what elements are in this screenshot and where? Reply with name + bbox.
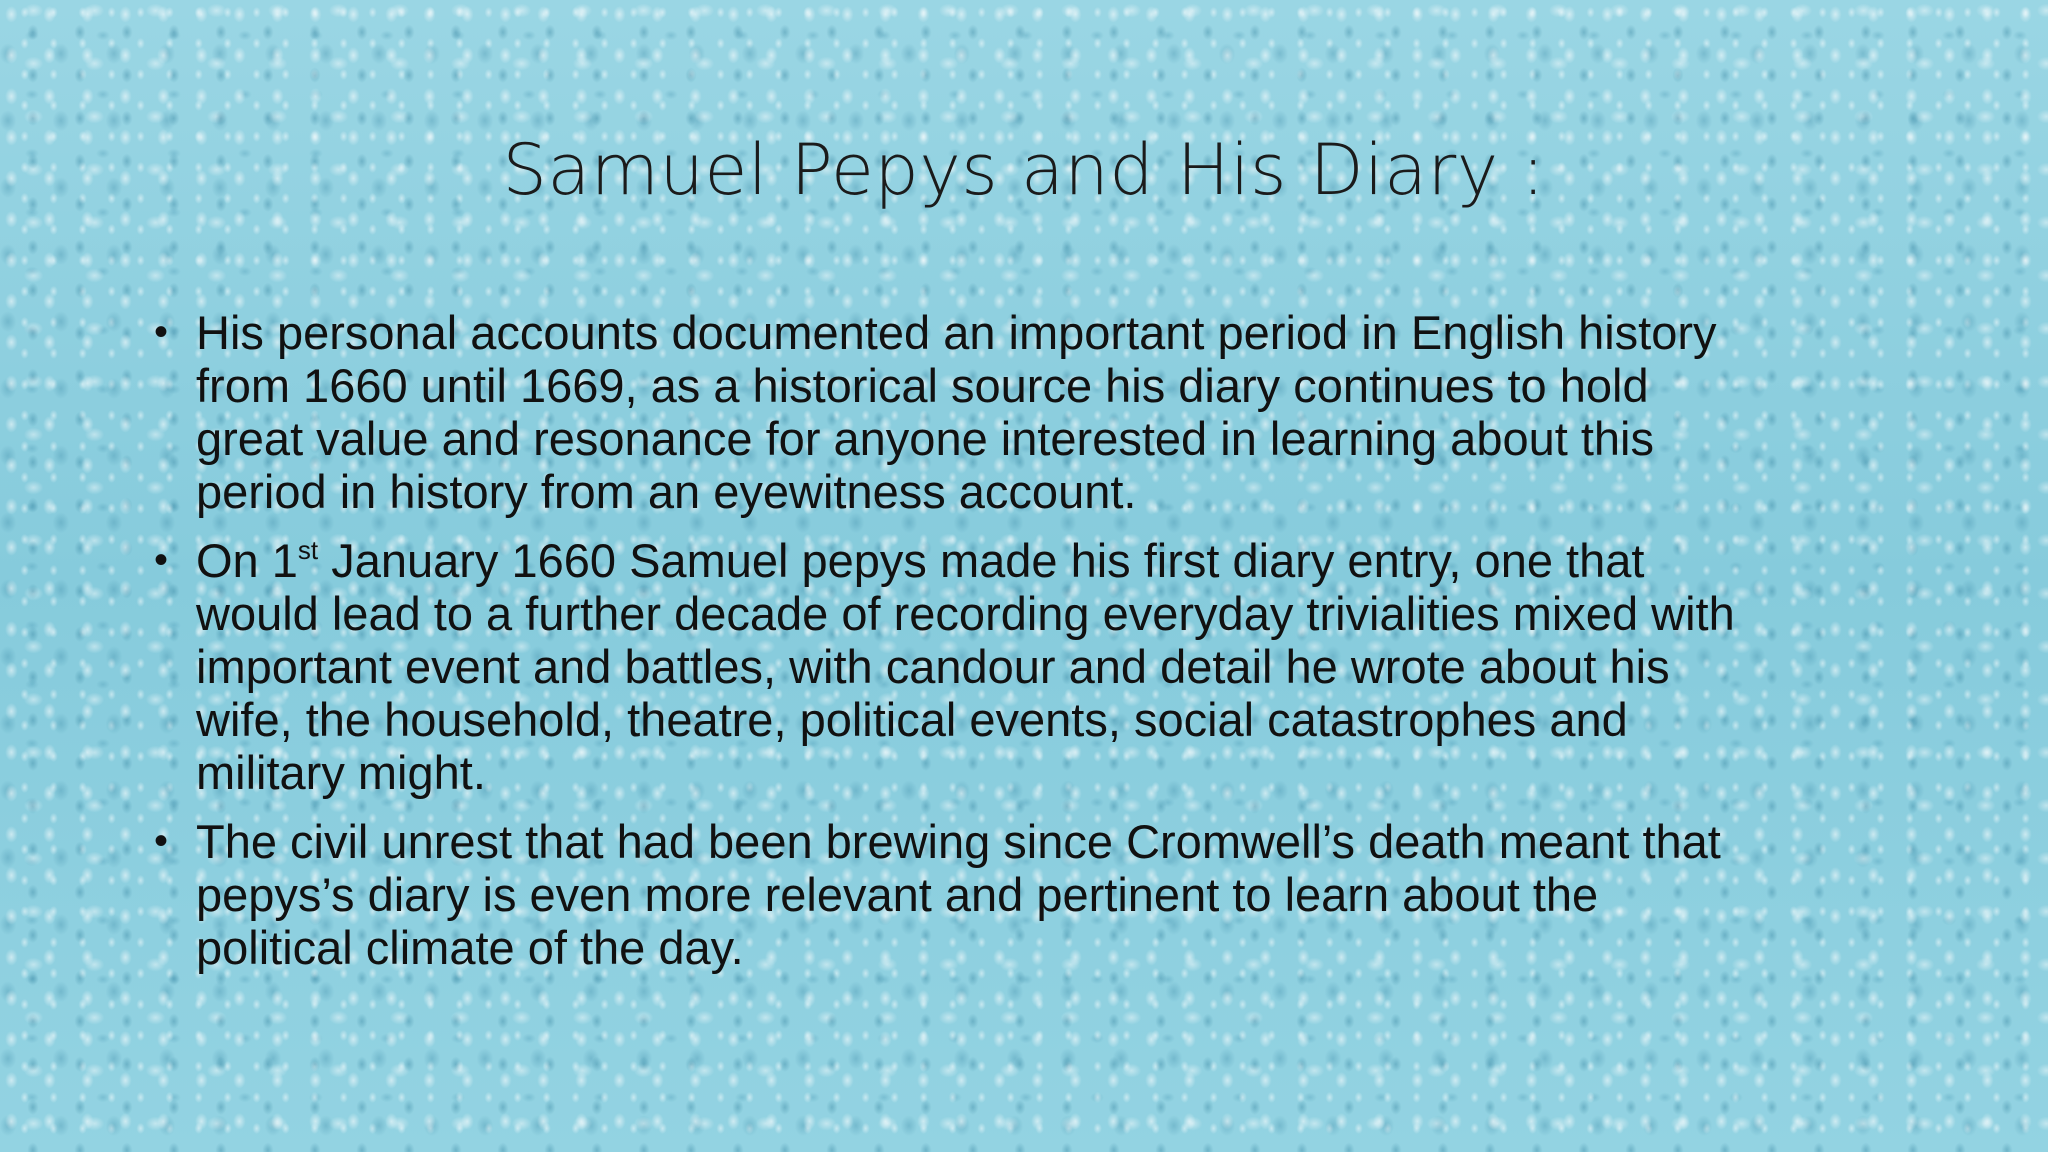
bullet-icon: •: [154, 538, 169, 582]
bullet-text-line: would lead to a further decade of recording everyday trivialities mixed with: [196, 587, 1735, 640]
bullet-text-line: His personal accounts documented an important period in English history: [196, 306, 1717, 359]
bullet-text-line: period in history from an eyewitness account.: [196, 465, 1137, 518]
bullet-text-line: military might.: [196, 746, 486, 799]
bullet-text-line: [196, 534, 1910, 587]
ordinal-superscript: st: [297, 535, 319, 565]
bullet-list: [150, 306, 1910, 990]
bullet-text-line: wife, the household, theatre, political events, social catastrophes and: [196, 693, 1628, 746]
bullet-text-segment: On 1: [196, 534, 298, 587]
bullet-item: [150, 815, 1910, 974]
bullet-text-line: important event and battles, with candour and detail he wrote about his: [196, 640, 1670, 693]
bullet-text-line: political climate of the day.: [196, 921, 744, 974]
bullet-icon: •: [154, 310, 169, 354]
slide-title: Samuel Pepys and His Diary :: [502, 129, 1546, 211]
bullet-text-line: pepys’s diary is even more relevant and pertinent to learn about the: [196, 868, 1599, 921]
bullet-item: [150, 306, 1910, 518]
bullet-item: [150, 534, 1910, 799]
bullet-text-line: great value and resonance for anyone interested in learning about this: [196, 412, 1654, 465]
bullet-text-segment: January 1660 Samuel pepys made his first diary entry, one that: [318, 534, 1645, 587]
bullet-text-line: The civil unrest that had been brewing since Cromwell’s death meant that: [196, 815, 1721, 868]
bullet-icon: •: [154, 819, 169, 863]
bullet-text-line: from 1660 until 1669, as a historical source his diary continues to hold: [196, 359, 1649, 412]
